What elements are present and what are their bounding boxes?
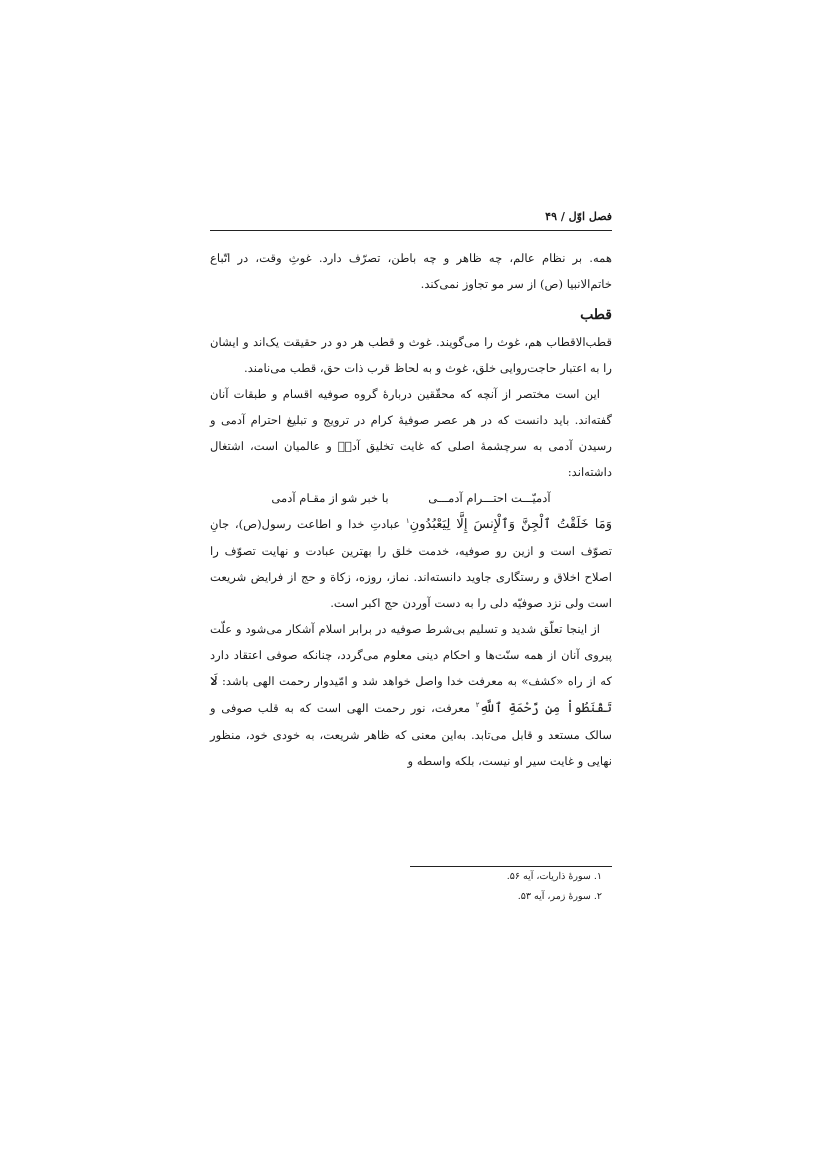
footnotes	[410, 866, 612, 907]
paragraph-2: قطب‌الاقطاب هم، غوث را می‌گویند. غوث و قطب هر دو در حقیقت یک‌اند و ایشان را به اعتبار حاجت‌روایی خلق، غوث و به لحاظ قرب ذات حق، قطب می‌نامند.	[210, 335, 612, 375]
footnote-mark-1: ۱	[405, 517, 410, 526]
paragraph-3: این است مختصر از آنچه که محقّقین دربارهٔ گروه صوفیه اقسام و طبقات آنان گفته‌اند. باید دانست که در هر عصر صوفیهٔ کرام در ترویج و تبلیغ احترام آدمی و رسیدن آدمی به سرچشمهٔ اصلی که غایت تخلیق آدمؑ و عالمیان است، اشتغال داشته‌اند:	[210, 387, 612, 479]
paragraph-5	[210, 616, 612, 774]
footnote-mark-2: ۲	[475, 701, 480, 710]
page-body	[210, 200, 612, 774]
paragraph-4-text: عبادتِ خدا و اطاعت رسول(ص)، جانِ تصوّف است و ازین رو صوفیه، خدمت خلق را بهترین عبادت و نهایت تصوّف را اصلاح اخلاق و رستگاری جاوید دانسته‌اند. نماز، روزه، زکاة و حج از فرایض شریعت است ولی نزد صوفیّه دلی را به دست آوردن حج اکبر است.	[210, 517, 612, 610]
quran-quote-2: لَا تَقْنَطُواْ مِن رَّحْمَةِ ٱللَّهِ	[210, 674, 612, 716]
paragraph-5-start: از اینجا تعلّق شدید و تسلیم بی‌شرط صوفیه در برابر اسلام آشکار می‌شود و علّت پیروی آنان از همه سنّت‌ها و احکام دینی معلوم می‌گردد، چنانکه صوفی اعتقاد دارد که از راه «کشف» به معرفت خدا واصل خواهد شد و امّیدوار رحمت الهی باشد:	[210, 622, 612, 688]
main-text	[210, 245, 612, 774]
footnote-1: ۱. سورهٔ ذاریات، آیه ۵۶.	[506, 871, 602, 882]
running-head: فصل اوّل / ۴۹	[545, 210, 612, 223]
paragraph-5-text: معرفت، نور رحمت الهی است که به قلب صوفی و سالک مستعد و قابل می‌تابد. به‌این معنی که ظاهر شریعت، به خودی خود، منظور نهایی و غایت سیر او نیست، بلکه واسطه و	[210, 701, 612, 768]
paragraph-4	[210, 511, 612, 616]
quran-quote-1: وَمَا خَلَقْتُ ٱلْجِنَّ وَٱلْإِنسَ إِلَّا لِيَعْبُدُونِ	[409, 517, 612, 532]
verse-left-hemistich: با خبر شو از مقـام آدمی	[271, 491, 389, 505]
page-header	[210, 200, 612, 231]
section-title: قطب	[580, 307, 612, 323]
verse-right-hemistich: آدمیّـــت احتـــرام آدمـــی	[428, 491, 551, 505]
footnote-2: ۲. سورهٔ زمر، آیه ۵۳.	[517, 891, 602, 902]
poem-verse	[210, 485, 612, 511]
paragraph-1: همه. بر نظام عالم، چه ظاهر و چه باطن، تصرّف دارد. غوثِ وقت، در اتّباع خاتم‌الانبیا (ص) از سر مو تجاوز نمی‌کند.	[210, 251, 612, 291]
